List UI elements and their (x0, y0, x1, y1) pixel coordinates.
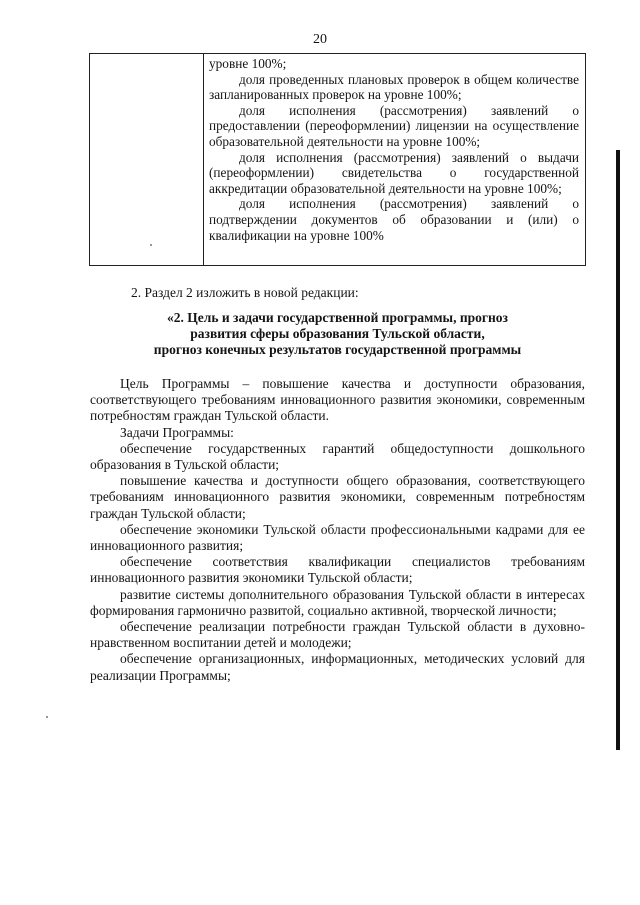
scan-edge-bar (616, 150, 620, 750)
body-paragraph: Задачи Программы: (120, 424, 234, 440)
continuation-table (89, 53, 586, 266)
body-paragraph: обеспечение соответствия квалификации специалистов требованиям инновационного развития экономики Тульской области; (90, 554, 585, 586)
body-paragraph: повышение качества и доступности общего образования, соответствующего требованиям инновационного развития экономики, современным потребностям граждан Тульской области; (90, 473, 585, 521)
page-number: 20 (313, 32, 327, 47)
table-paragraph: доля исполнения (рассмотрения) заявлений о предоставлении (переоформлении) лицензии на осуществление образовательной деятельности на уровне 100%; (209, 102, 579, 149)
body-paragraph: Цель Программы – повышение качества и доступности образования, соответствующего требованиям инновационного развития экономики, современным потребностям граждан Тульской области. (90, 376, 585, 424)
section-heading (90, 310, 585, 358)
table-column-divider (203, 54, 204, 265)
body-paragraph: обеспечение реализации потребности граждан Тульской области в духовно-нравственном воспитании детей и молодежи; (90, 619, 585, 651)
table-paragraph: доля исполнения (рассмотрения) заявлений о подтверждении документов об образовании и (или) о квалификации на уровне 100% (209, 196, 579, 243)
heading-line: прогноз конечных результатов государственной программы (153, 342, 522, 357)
body-paragraph: обеспечение экономики Тульской области профессиональными кадрами для ее инновационного развития; (90, 521, 585, 554)
body-paragraph: обеспечение организационных, информационных, методических условий для реализации Программы; (90, 651, 585, 683)
table-paragraph: доля исполнения (рассмотрения) заявлений о выдачи (переоформлении) свидетельства о государственной аккредитации образовательной деятельности на уровне 100%; (209, 149, 579, 196)
table-cell-indicators (209, 56, 579, 243)
body-text (90, 376, 585, 684)
body-paragraph: обеспечение государственных гарантий общедоступности дошкольного образования в Тульской области; (90, 440, 585, 473)
table-paragraph: доля проведенных плановых проверок в общем количестве запланированных проверок на уровне 100%; (209, 71, 579, 103)
body-paragraph: развитие системы дополнительного образования Тульской области в интересах формирования гармонично развитой, социально активной, творческой личности; (90, 586, 585, 618)
table-paragraph: уровне 100%; (209, 56, 287, 71)
scan-speck (46, 716, 48, 718)
section-amendment-line: 2. Раздел 2 изложить в новой редакции: (131, 285, 359, 300)
scan-speck (150, 244, 152, 246)
heading-line: развития сферы образования Тульской области, (190, 326, 485, 341)
heading-line: «2. Цель и задачи государственной программы, прогноз (167, 310, 508, 325)
